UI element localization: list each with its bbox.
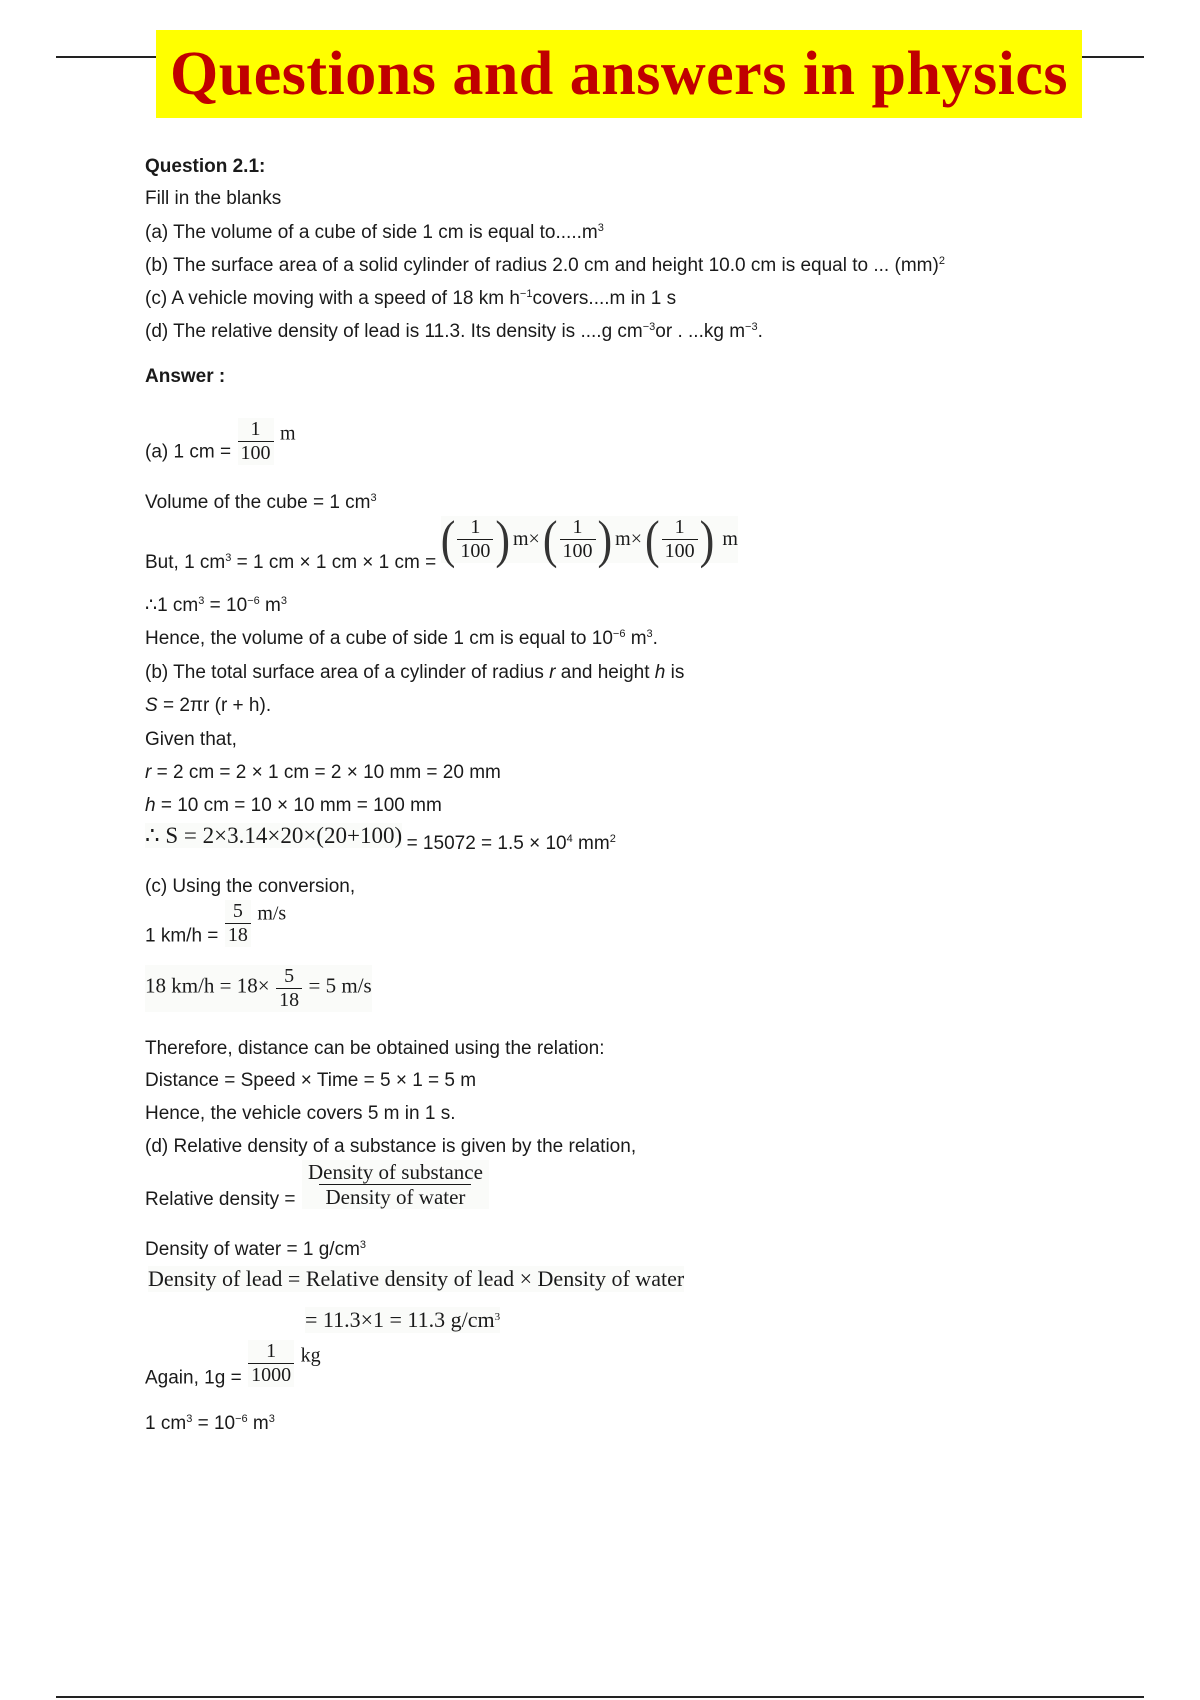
question-item-a: (a) The volume of a cube of side 1 cm is equal $to.....m^3$ [145, 222, 604, 243]
answer-c-speed-calc: 18 km/h = 18× $\frac{5}{18}$ = 5 m/s [145, 965, 372, 1011]
answer-d-cm3-to-m3: 1 $cm^3 = 10^{-6}$ $m^3$ [145, 1413, 275, 1434]
answer-d-gram-to-kg: Again, 1g = $\frac{1}{1000}$ kg [145, 1340, 321, 1389]
answer-d-lead-density-1: Density of lead = Relative density of lead × Density of water [148, 1266, 685, 1291]
answer-a-hence: Hence, the volume of a cube of side 1 cm is equal to $10^{-6}$ $m^3$. [145, 628, 658, 649]
answer-b-intro: (b) The total surface area of a cylinder of radius r and height h is [145, 662, 685, 683]
answer-a-cm-to-m: (a) 1 cm = $\frac{1}{100}$ m [145, 418, 296, 464]
answer-b-height: h = 10 cm = 10 × 10 mm = 100 mm [145, 795, 442, 816]
answer-heading: Answer : [145, 366, 226, 387]
question-item-b: (b) The surface area of a solid cylinder of radius 2.0 cm and height 10.0 cm is equal to ... (mm)$^2$ [145, 255, 945, 276]
question-heading: Question 2.1: [145, 156, 266, 177]
answer-b-radius: r = 2 cm = 2 × 1 cm = 2 × 10 mm = 20 mm [145, 762, 501, 783]
header-rule-left [56, 56, 156, 58]
answer-d-intro: (d) Relative density of a substance is given by the relation, [145, 1136, 637, 1157]
answer-c-distance: Distance = Speed × Time = 5 × 1 = 5 m [145, 1070, 477, 1091]
answer-b-given: Given that, [145, 729, 237, 750]
answer-d-lead-density-2: = 11.3×1 = 11.3 $g/cm^3$ [305, 1307, 501, 1332]
title-banner [156, 30, 1082, 118]
header-rule-right [1082, 56, 1144, 58]
answer-d-relative-density: Relative density = $\frac{\text{Density of substance}}{\text{Density of water}}$ [145, 1160, 491, 1211]
answer-c-conversion: 1 km/h = $\frac{5}{18}$ m/s [145, 900, 287, 947]
answer-a-volume: Volume of the cube = 1 $cm^3$ [145, 492, 377, 513]
answer-c-intro: (c) Using the conversion, [145, 876, 356, 897]
question-instruction: Fill in the blanks [145, 188, 282, 209]
answer-c-hence: Hence, the vehicle covers 5 m in 1 s. [145, 1103, 456, 1124]
fraction-1-over-100: $\frac{1}{100}$ [238, 418, 274, 465]
answer-a-therefore: ∴1 $cm^3 = 10^{-6}$ $m^3$ [145, 595, 287, 616]
question-item-c: (c) A vehicle moving with a speed of 18 km $h^{-1}covers....m$ in 1 s [145, 288, 677, 309]
footer-rule [56, 1696, 1144, 1698]
answer-b-surface-calc: ∴ $S = 2\times 3.14\times 20\times(20+100) = 15072 = 1.5 \times 10^4$ $mm^2$ [145, 823, 616, 854]
answer-c-therefore: Therefore, distance can be obtained using the relation: [145, 1038, 605, 1059]
question-item-d: (d) The relative density of lead is 11.3. Its density is ....g $cm^{-3}or$ . ...kg $m^{-3}$. [145, 321, 763, 342]
answer-d-water-density: Density of water = 1 $g/cm^3$ [145, 1239, 367, 1260]
cube-volume-product: ( $\frac{1}{100}$ ) m× ( $\frac{1}{100}$ ) m× ( $\frac{1}{100}$ ) m [440, 509, 738, 569]
answer-b-formula: S = 2πr (r + h). [145, 695, 272, 716]
answer-a-but-line: But, 1 $cm^3 = 1$ cm × 1 cm × 1 cm = ( $\frac{1}{100}$ ) m× ( $\frac{1}{100}$ ) m× ( $\frac{1}{100}$ ) m [145, 509, 738, 573]
page-title: Questions and answers in physics [169, 39, 1069, 108]
